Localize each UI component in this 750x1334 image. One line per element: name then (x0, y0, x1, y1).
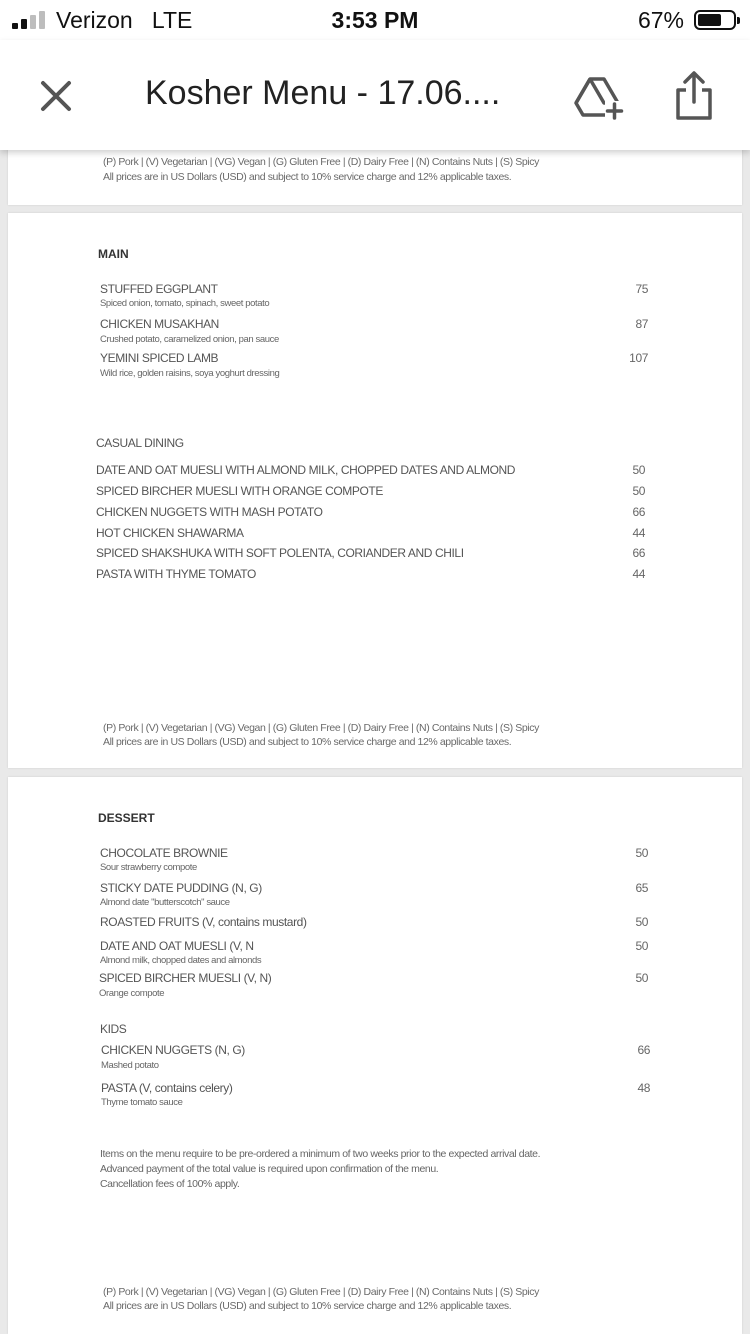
order-note: Items on the menu require to be pre-ordered a minimum of two weeks prior to the expected arrival date. (100, 1148, 541, 1160)
menu-item-name: SPICED SHAKSHUKA WITH SOFT POLENTA, CORIANDER AND CHILI (96, 546, 464, 560)
menu-item-name: YEMINI SPICED LAMB (100, 351, 219, 365)
menu-item-price: 44 (632, 526, 645, 540)
status-bar (0, 0, 750, 40)
footer-legend: (P) Pork | (V) Vegetarian | (VG) Vegan | (G) Gluten Free | (D) Dairy Free | (N) Contains Nuts | (S) Spicy (103, 722, 539, 734)
menu-item-price: 66 (632, 546, 645, 560)
menu-item-price: 50 (632, 463, 645, 477)
menu-item-price: 50 (635, 971, 648, 985)
menu-item-name: PASTA (V, contains celery) (101, 1081, 233, 1095)
menu-item-name: CHOCOLATE BROWNIE (100, 846, 228, 860)
section-heading: DESSERT (98, 811, 155, 825)
menu-item-name: ROASTED FRUITS (V, contains mustard) (100, 915, 307, 929)
menu-item-price: 66 (637, 1043, 650, 1057)
document-toolbar (0, 40, 750, 150)
footer-prices: All prices are in US Dollars (USD) and subject to 10% service charge and 12% applicable taxes. (103, 736, 512, 748)
menu-item-price: 87 (635, 317, 648, 331)
add-to-drive-button[interactable] (574, 74, 624, 120)
close-button[interactable] (34, 74, 78, 118)
menu-item-price: 50 (635, 846, 648, 860)
menu-item-description: Mashed potato (101, 1060, 159, 1071)
document-page (8, 777, 742, 1334)
footer-legend: (P) Pork | (V) Vegetarian | (VG) Vegan | (G) Gluten Free | (D) Dairy Free | (N) Contains Nuts | (S) Spicy (103, 1286, 539, 1298)
clock: 3:53 PM (331, 7, 419, 33)
menu-item-description: Crushed potato, caramelized onion, pan sauce (100, 334, 279, 345)
menu-item-name: CHICKEN NUGGETS (N, G) (101, 1043, 245, 1057)
section-heading: KIDS (100, 1022, 127, 1036)
menu-item-name: STUFFED EGGPLANT (100, 282, 218, 296)
section-heading: MAIN (98, 247, 129, 261)
battery-fill (698, 14, 721, 26)
menu-item-name: DATE AND OAT MUESLI WITH ALMOND MILK, CHOPPED DATES AND ALMOND (96, 463, 516, 477)
menu-item-price: 65 (635, 881, 648, 895)
carrier-label: Verizon LTE (56, 7, 193, 33)
menu-item-price: 44 (632, 567, 645, 581)
menu-item-price: 75 (635, 282, 648, 296)
menu-item-description: Spiced onion, tomato, spinach, sweet potato (100, 298, 270, 309)
menu-item-price: 107 (629, 351, 648, 365)
menu-item-name: PASTA WITH THYME TOMATO (96, 567, 256, 581)
menu-item-price: 48 (637, 1081, 650, 1095)
menu-item-name: CHICKEN NUGGETS WITH MASH POTATO (96, 505, 323, 519)
menu-item-price: 50 (635, 915, 648, 929)
section-heading: CASUAL DINING (96, 436, 184, 450)
menu-item-description: Wild rice, golden raisins, soya yoghurt dressing (100, 368, 280, 379)
menu-item-name: STICKY DATE PUDDING (N, G) (100, 881, 262, 895)
menu-item-price: 50 (635, 939, 648, 953)
menu-item-description: Sour strawberry compote (100, 862, 197, 873)
menu-item-description: Orange compote (99, 988, 165, 999)
footer-prices: All prices are in US Dollars (USD) and subject to 10% service charge and 12% applicable taxes. (103, 1300, 512, 1312)
share-button[interactable] (672, 70, 716, 122)
document-title: Kosher Menu - 17.06.... (145, 74, 501, 112)
menu-item-price: 66 (632, 505, 645, 519)
menu-item-name: SPICED BIRCHER MUESLI (V, N) (99, 971, 272, 985)
network-type: LTE (151, 7, 193, 33)
menu-item-description: Almond milk, chopped dates and almonds (100, 955, 262, 966)
share-icon (672, 70, 716, 122)
menu-item-description: Almond date "butterscotch" sauce (100, 897, 230, 908)
document-page (8, 213, 742, 768)
battery-percent: 67% (637, 7, 684, 33)
order-note: Cancellation fees of 100% apply. (100, 1178, 240, 1190)
footer-legend: (P) Pork | (V) Vegetarian | (VG) Vegan | (G) Gluten Free | (D) Dairy Free | (N) Contains Nuts | (S) Spicy (103, 156, 539, 168)
battery-icon (694, 10, 736, 30)
order-note: Advanced payment of the total value is required upon confirmation of the menu. (100, 1163, 439, 1175)
menu-item-name: SPICED BIRCHER MUESLI WITH ORANGE COMPOTE (96, 484, 383, 498)
close-icon (34, 74, 78, 118)
footer-prices: All prices are in US Dollars (USD) and subject to 10% service charge and 12% applicable taxes. (103, 171, 512, 183)
add-to-drive-icon (574, 74, 624, 120)
menu-item-name: HOT CHICKEN SHAWARMA (96, 526, 244, 540)
menu-item-name: DATE AND OAT MUESLI (V, N (100, 939, 254, 953)
menu-item-description: Thyme tomato sauce (101, 1097, 183, 1108)
menu-item-name: CHICKEN MUSAKHAN (100, 317, 219, 331)
menu-item-price: 50 (632, 484, 645, 498)
